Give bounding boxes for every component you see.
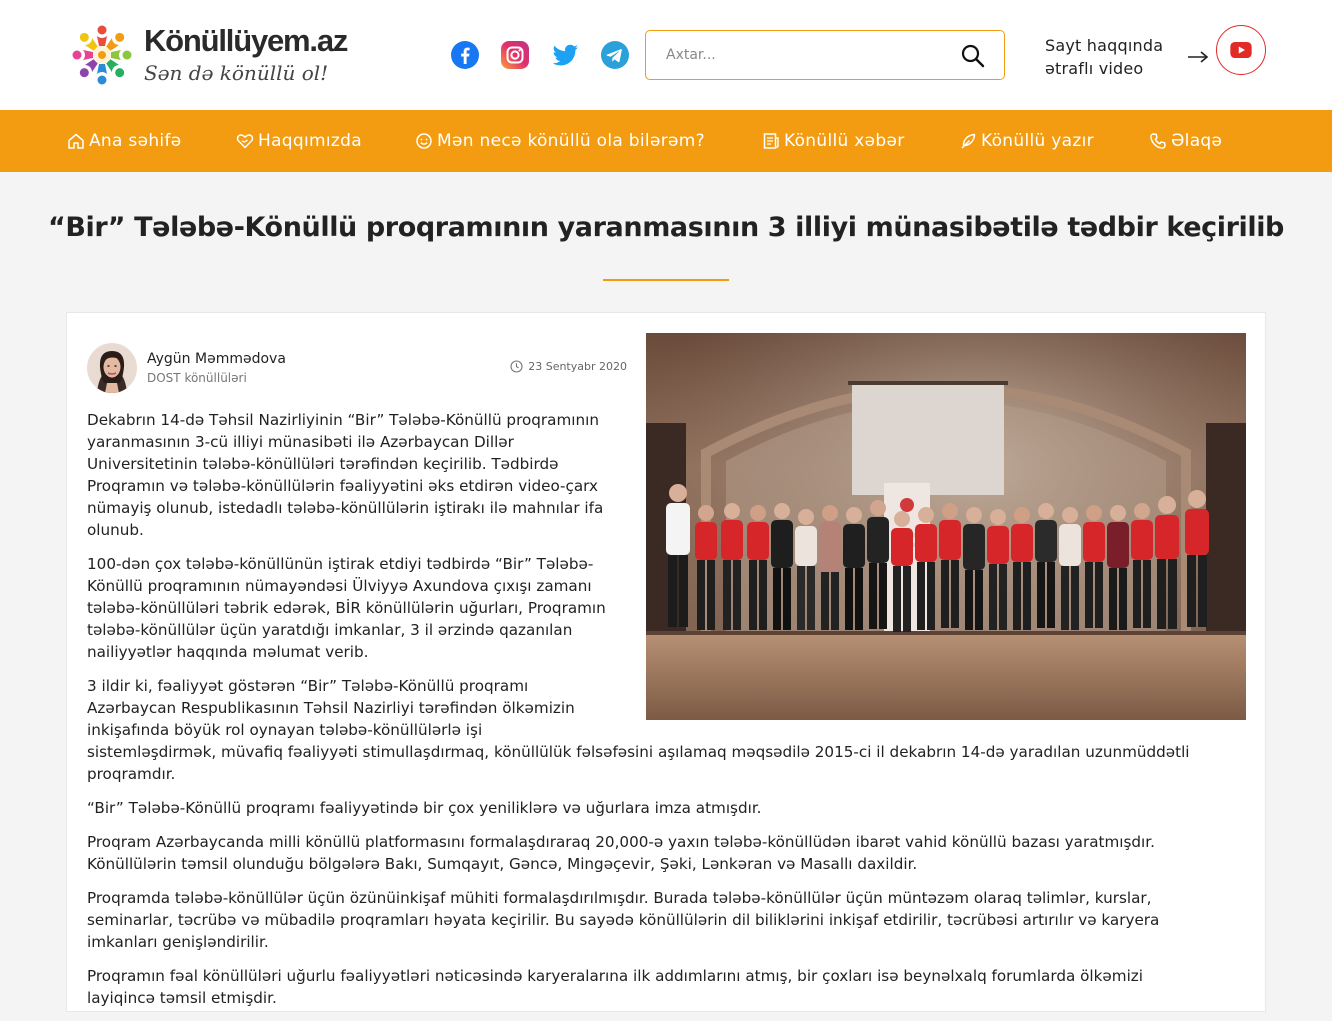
main-nav: [0, 110, 1332, 172]
instagram-icon[interactable]: [500, 40, 530, 70]
article-body: [87, 409, 1212, 1021]
nav-item-label: Könüllü yazır: [981, 131, 1094, 151]
clock-icon: [510, 360, 523, 373]
search-icon: [960, 43, 986, 69]
site-header: [0, 0, 1332, 110]
article-paragraph: Dekabrın 14-də Təhsil Nazirliyinin “Bir” Tələbə-Könüllü proqramının yaranmasının 3-cü illiyi münasibəti ilə Azərbaycan Dillər Universitetinin tələbə-könüllüləri tərəfindən keçirilib. Tədbirdə Proqramın və tələbə-könüllülərin fəaliyyətini əks etdirən video-çarx nümayiş olunub, istedadlı tələbə-könüllülərin iştirakı ilə mahnılar ifa olunub.: [87, 411, 604, 539]
logo-text: [144, 24, 347, 86]
post-date: [510, 360, 627, 373]
article-paragraph: Proqram Azərbaycanda milli könüllü platformasını formalaşdıraraq 20,000-ə yaxın tələbə-könüllüdən ibarət vahid könüllü bazası yaratmışdır. Könüllülərin təmsil olunduğu bölgələrə Bakı, Sumqayıt, Gəncə, Mingəçevir, Şəki, Lənkəran və Masallı daxildir.: [87, 833, 1155, 873]
youtube-button[interactable]: [1216, 25, 1266, 75]
youtube-icon: [1230, 42, 1252, 58]
about-video-link[interactable]: [1045, 33, 1265, 81]
site-name: Könüllüyem.az: [144, 23, 348, 58]
nav-item-label: Haqqımızda: [258, 131, 362, 151]
article-paragraph: 100-dən çox tələbə-könüllünün iştirak etdiyi tədbirdə “Bir” Tələbə-Könüllü proqramının nümayəndəsi Ülviyyə Axundova çıxışı zamanı tələbə-könüllüləri təbrik edərək, BİR könüllülərin uğurları, Proqramın tələbə-könüllülər üçün yaratdığı imkanlar, 3 il ərzində qazanılan nailiyyətlər haqqında məlumat verib.: [87, 555, 606, 661]
smile-icon: [415, 132, 433, 150]
twitter-icon[interactable]: [550, 40, 580, 70]
site-logo[interactable]: [68, 20, 358, 90]
search-box: [645, 30, 1005, 80]
phone-icon: [1149, 132, 1167, 150]
arrow-right-icon: [1187, 50, 1209, 64]
author-name[interactable]: Aygün Məmmədova: [147, 351, 286, 367]
home-icon: [67, 132, 85, 150]
nav-item-about[interactable]: [236, 110, 362, 172]
nav-item-label: Könüllü xəbər: [784, 131, 905, 151]
article-paragraph: “Bir” Tələbə-Könüllü proqramı fəaliyyətində bir çox yeniliklərə və uğurlara imza atmışdır.: [87, 799, 762, 817]
about-video-line2: ətraflı video: [1045, 59, 1144, 78]
article-paragraph: Proqramın fəal könüllüləri uğurlu fəaliyyətləri nəticəsində karyeralarına ilk addımlarını atmış, bir çoxları isə beynəlxalq forumlarda ölkəmizi layiqincə təmsil etmişdir.: [87, 967, 1143, 1007]
title-divider: [603, 279, 729, 281]
article-paragraph: Proqramda tələbə-könüllülər üçün özünüinkişaf mühiti formalaşdırılmışdır. Burada tələbə-könüllülər üçün müntəzəm olaraq təlimlər, kurslar, seminarlar, təcrübə və mübadilə proqramları həyata keçirilir. Bu sayədə könüllülərin dil biliklərini inkişaf etdirilir, təcrübəsi artırılır və karyera imkanları genişləndirilir.: [87, 889, 1160, 951]
telegram-icon[interactable]: [600, 40, 630, 70]
nav-item-home[interactable]: [67, 110, 181, 172]
search-button[interactable]: [960, 43, 986, 69]
article-title: “Bir” Tələbə-Könüllü proqramının yaranmasının 3 illiyi münasibətilə tədbir keçirilib: [48, 212, 1284, 243]
nav-item-label: Mən necə könüllü ola bilərəm?: [437, 131, 705, 151]
heart-hand-icon: [236, 132, 254, 150]
facebook-icon[interactable]: [450, 40, 480, 70]
news-icon: [762, 132, 780, 150]
site-slogan: Sən də könüllü ol!: [144, 61, 329, 85]
nav-item-label: Ana səhifə: [89, 131, 182, 151]
article-card: [66, 312, 1266, 1012]
author-block: [87, 343, 627, 395]
nav-item-volunteer-writes[interactable]: [959, 110, 1094, 172]
search-input[interactable]: [666, 31, 956, 79]
avatar[interactable]: [87, 343, 137, 393]
nav-item-how-to-volunteer[interactable]: [415, 110, 705, 172]
feather-icon: [959, 132, 977, 150]
article-paragraph: 3 ildir ki, fəaliyyət göstərən “Bir” Tələbə-Könüllü proqramı Azərbaycan Respublikasının Təhsil Nazirliyi tərəfindən ölkəmizin inkişafında böyük rol oynayan tələbə-könüllülərlə işi sistemləşdirmək, müvafiq fəaliyyəti stimullaşdırmaq, könüllülük fəlsəfəsini aşılamaq məqsədilə 2015-ci il dekabrın 14-də yaradılan uzunmüddətli proqramdır.: [87, 677, 1190, 783]
nav-item-label: Əlaqə: [1171, 131, 1223, 151]
logo-volunteers-icon: [68, 21, 136, 89]
about-video-text: [1045, 34, 1185, 80]
about-video-line1: Sayt haqqında: [1045, 36, 1164, 55]
author-organization: DOST könüllüləri: [147, 371, 247, 385]
post-date-text: 23 Sentyabr 2020: [528, 360, 627, 373]
social-links: [450, 40, 630, 70]
nav-item-contact[interactable]: [1149, 110, 1222, 172]
photo-spacer: [612, 409, 1212, 721]
nav-item-volunteer-news[interactable]: [762, 110, 905, 172]
